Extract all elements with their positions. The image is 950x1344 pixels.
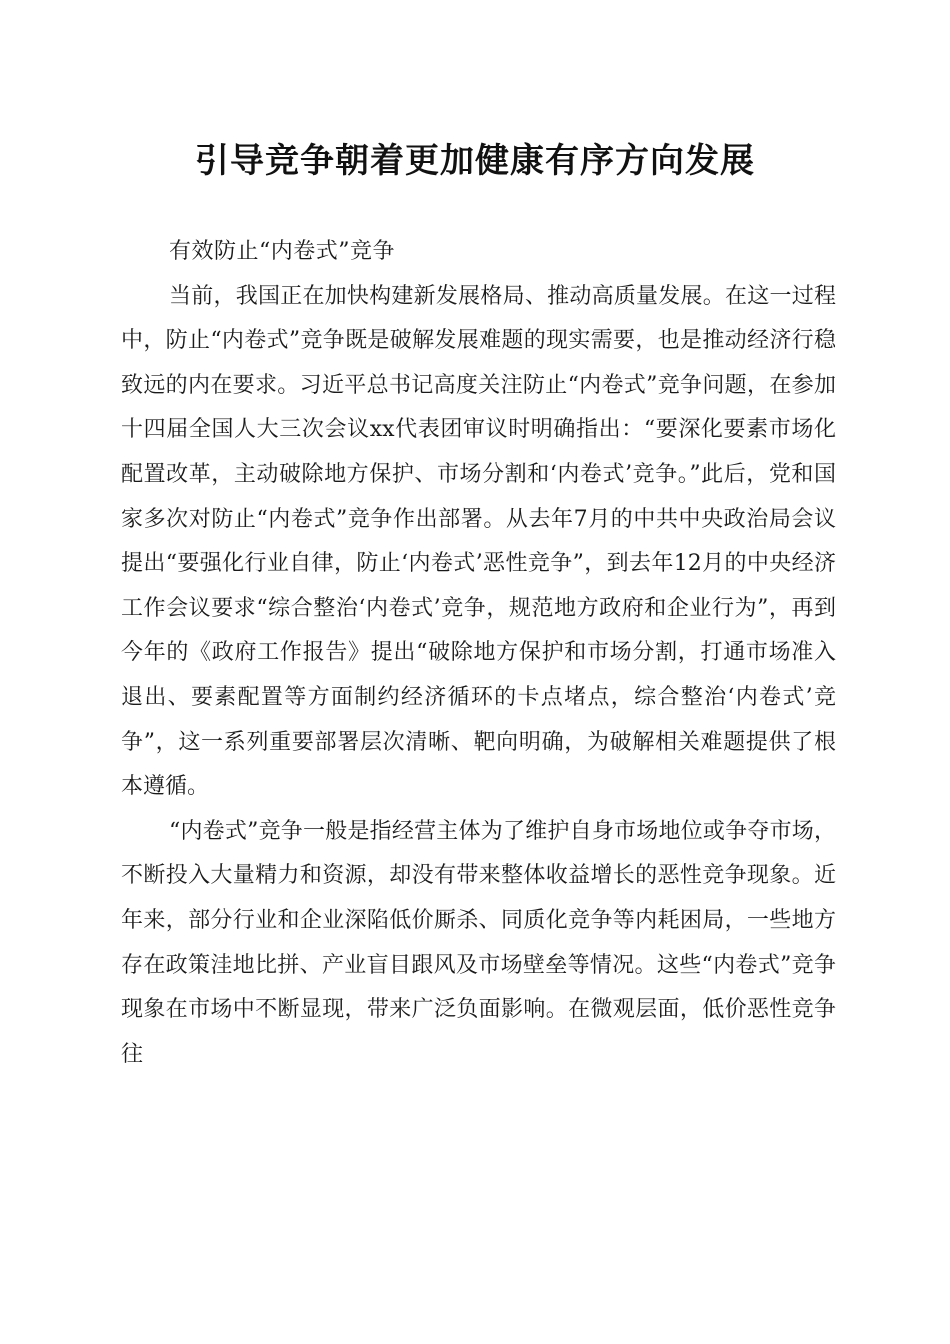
paragraph-1: 当前，我国正在加快构建新发展格局、推动高质量发展。在这一过程中，防止“内卷式”竞争既是破解发展难题的现实需要，也是推动经济行稳致远的内在要求。习近平总书记高度关注防止“内卷式”竞争问题，在参加十四届全国人大三次会议xx代表团审议时明确指出：“要深化要素市场化配置改革，主动破除地方保护、市场分割和‘内卷式’竞争。”此后，党和国家多次对防止“内卷式”竞争作出部署。从去年7月的中共中央政治局会议提出“要强化行业自律，防止‘内卷式’恶性竞争”，到去年12月的中央经济工作会议要求“综合整治‘内卷式’竞争，规范地方政府和企业行为”，再到今年的《政府工作报告》提出“破除地方保护和市场分割，打通市场准入退出、要素配置等方面制约经济循环的卡点堵点，综合整治‘内卷式’竞争”，这一系列重要部署层次清晰、靶向明确，为破解相关难题提供了根本遵循。 [121, 283, 836, 800]
document-body [121, 230, 836, 1077]
section-heading: 有效防止“内卷式”竞争 [169, 239, 395, 264]
document-title: 引导竞争朝着更加健康有序方向发展 [195, 141, 755, 181]
paragraph-2: “内卷式”竞争一般是指经营主体为了维护自身市场地位或争夺市场，不断投入大量精力和资源，却没有带来整体收益增长的恶性竞争现象。近年来，部分行业和企业深陷低价厮杀、同质化竞争等内耗困局，一些地方存在政策洼地比拼、产业盲目跟风及市场壁垒等情况。这些“内卷式”竞争现象在市场中不断显现，带来广泛负面影响。在微观层面，低价恶性竞争往 [121, 818, 836, 1067]
